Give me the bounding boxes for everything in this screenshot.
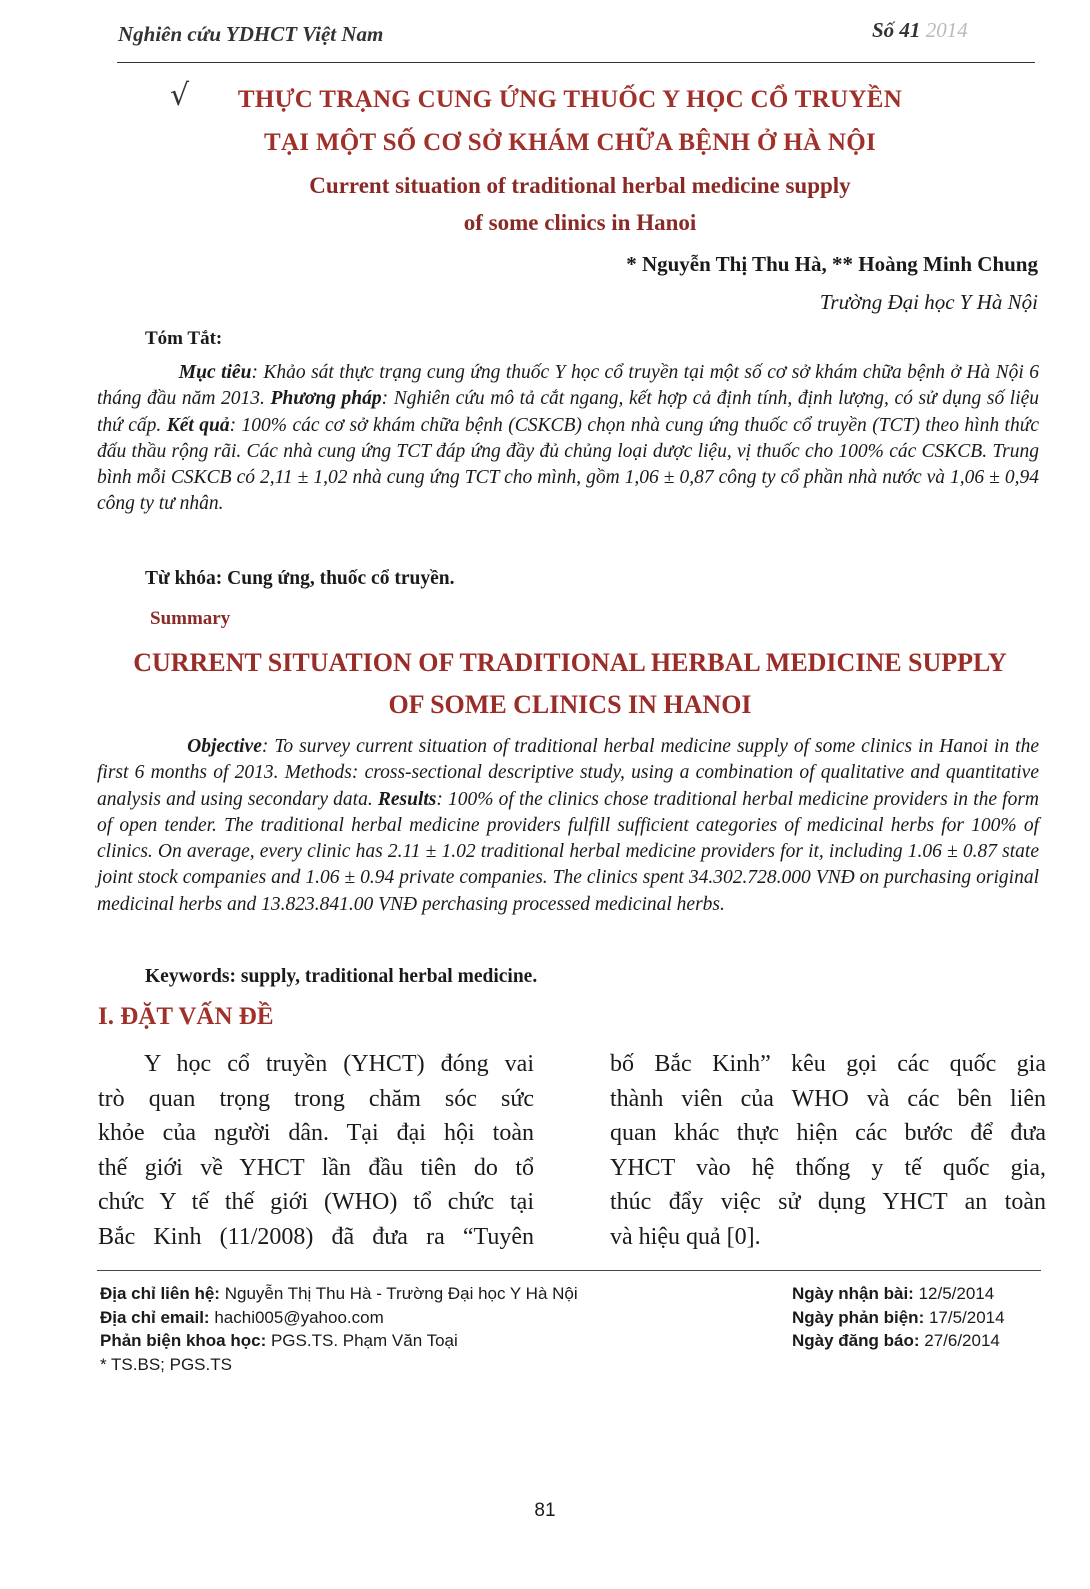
ket-qua-label: Kết quả [166,414,230,436]
body-line: chức Y tế thế giới (WHO) tổ chức tại [98,1189,534,1215]
contact-value: Nguyễn Thị Thu Hà - Trường Đại học Y Hà Nội [219,1284,578,1303]
published-value: 27/6/2014 [919,1331,1000,1350]
review-label: Ngày phản biện: [792,1307,925,1327]
published-line [792,1329,1005,1353]
issue-number [872,18,968,43]
issue-label: Số 41 [872,18,921,42]
reviewer-line [100,1329,578,1353]
body-column-right [610,1047,1046,1254]
contact-line [100,1282,578,1306]
ket-qua-text: : 100% các cơ sở khám chữa bệnh (CSKCB) chọn nhà cung ứng thuốc cổ truyền (TCT) theo hình thức đấu thầu rộng rãi. Các nhà cung ứng TCT đáp ứng đầy đủ chủng loại dược liệu, vị thuốc cho 100% các CSKCB. Trung bình mỗi CSKCB có 2,11 ± 1,02 nhà cung ứng TCT cho mình, gồm 1,06 ± 0,87 công ty cổ phần nhà nước và 1,06 ± 0,94 công ty tư nhân. [97,414,1039,515]
body-line: thúc đẩy việc sử dụng YHCT an toàn [610,1189,1046,1215]
body-line: quan khác thực hiện các bước để đưa [610,1120,1046,1146]
phuong-phap-text: : Nghiên cứu mô tả cắt ngang, kết hợp cả định tính, định lượng, có sử dụng số liệu thứ cấp. [97,388,1040,436]
body-line: thế giới về YHCT lần đầu tiên do tổ [98,1154,534,1181]
body-column-left [98,1047,534,1254]
summary-title-line1: CURRENT SITUATION OF TRADITIONAL HERBAL MEDICINE SUPPLY [133,648,1007,677]
body-line: bố Bắc Kinh” kêu gọi các quốc gia [610,1051,1046,1077]
check-mark-icon: √ [170,78,190,113]
muc-tieu-label: Mục tiêu [178,362,252,383]
issue-year: 2014 [925,18,968,42]
body-line: Bắc Kinh (11/2008) đã đưa ra “Tuyên [98,1223,534,1250]
email-value: hachi005@yahoo.com [209,1307,384,1327]
keywords-vn: Từ khóa: Cung ứng, thuốc cổ truyền. [145,568,455,589]
header-rule [117,62,1035,63]
degrees-line: * TS.BS; PGS.TS [100,1354,232,1374]
footnotes-dates [792,1282,1005,1353]
results-text: : 100% of the clinics chose traditional herbal medicine providers in the form of open tender. The traditional herbal medicine providers fulfill sufficient categories of medicinal herbs for 100% of clinics. On average, every clinic has 2.11 ± 1.02 traditional herbal medicine providers for it, including 1.06 ± 0.87 state joint stock companies and 1.06 ± 0.94 private companies. The clinics spent 34.302.728.000 VNĐ on purchasing original medicinal herbs and 13.823.841.00 VNĐ perchasing processed medicinal herbs. [97,788,1040,915]
footnote-rule [97,1270,1041,1271]
email-label: Địa chỉ email: [100,1307,210,1327]
body-line: Y học cổ truyền (YHCT) đóng vai [144,1051,534,1077]
published-label: Ngày đăng báo: [792,1331,920,1350]
contact-label: Địa chỉ liên hệ: [100,1284,220,1303]
journal-name: Nghiên cứu YDHCT Việt Nam [118,22,384,46]
body-line: và hiệu quả [0]. [610,1223,761,1250]
received-value: 12/5/2014 [913,1284,995,1303]
objective-label: Objective [187,736,262,757]
summary-title-line2: OF SOME CLINICS IN HANOI [388,690,752,719]
email-line [100,1306,578,1330]
body-line: khỏe của người dân. Tại đại hội toàn [98,1120,534,1146]
footnotes-contact [100,1282,578,1376]
received-label: Ngày nhận bài: [792,1284,914,1303]
muc-tieu-text: : Khảo sát thực trạng cung ứng thuốc Y học cổ truyền tại một số cơ sở khám chữa bệnh ở Hà Nội 6 tháng đầu năm 2013. [97,362,1039,410]
reviewer-label: Phản biện khoa học: [100,1331,267,1350]
review-line [792,1306,1005,1330]
abstract-vn-heading: Tóm Tắt: [145,328,223,349]
abstract-vn-body [97,360,1039,518]
section-heading: I. ĐẶT VẤN ĐỀ [98,1003,274,1030]
body-line: thành viên của WHO và các bên liên [610,1085,1046,1112]
objective-text: : To survey current situation of traditional herbal medicine supply of some clinics in Hanoi in the first 6 months of 2013. Methods: cross-sectional descriptive study, using a combination of qualitative and quantitative analysis and using secondary data. [97,736,1039,810]
page-number: 81 [534,1500,556,1521]
title-en-line2: of some clinics in Hanoi [463,210,697,235]
body-line: YHCT vào hệ thống y tế quốc gia, [610,1154,1046,1181]
authors: * Nguyễn Thị Thu Hà, ** Hoàng Minh Chung [626,252,1038,276]
body-line: trò quan trọng trong chăm sóc sức [98,1085,534,1112]
abstract-en-body [97,734,1039,918]
results-label: Results [377,788,437,810]
summary-heading: Summary [150,608,231,629]
title-vn-line1: THỰC TRẠNG CUNG ỨNG THUỐC Y HỌC CỔ TRUYỀN [237,86,903,113]
title-vn-line2: TẠI MỘT SỐ CƠ SỞ KHÁM CHỮA BỆNH Ở HÀ NỘI [263,129,877,156]
review-value: 17/5/2014 [924,1307,1005,1327]
keywords-en: Keywords: supply, traditional herbal medicine. [145,966,538,987]
title-en-line1: Current situation of traditional herbal medicine supply [309,173,851,198]
received-line [792,1282,1005,1306]
reviewer-value: PGS.TS. Phạm Văn Toại [266,1331,458,1350]
affiliation: Trường Đại học Y Hà Nội [819,290,1038,314]
phuong-phap-label: Phương pháp [270,388,382,410]
